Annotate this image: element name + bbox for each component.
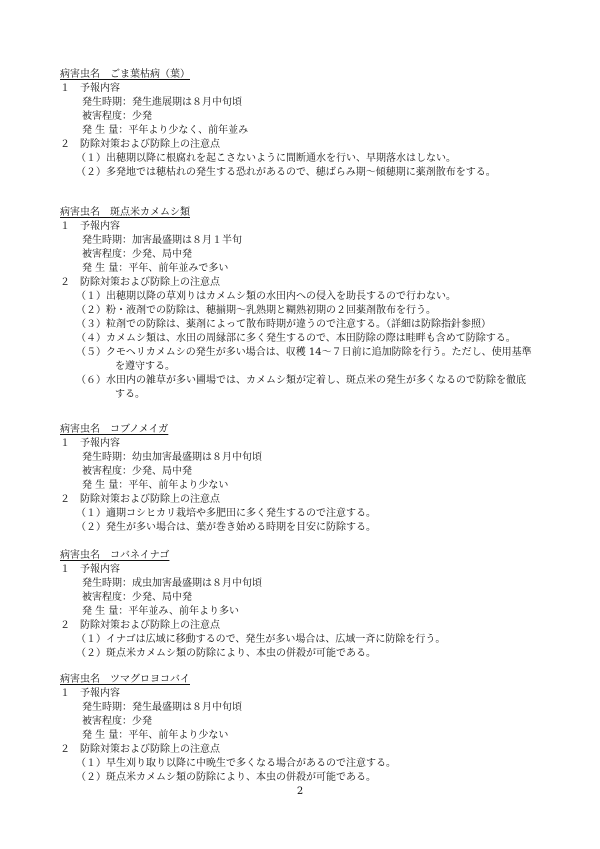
- measure-item-continued: を遵守する。: [115, 361, 175, 372]
- forecast-item: 被害程度：少発、局中発: [82, 466, 192, 477]
- forecast-item: 発生時期：加害最盛期は８月１半旬: [82, 235, 242, 246]
- forecast-item: 発 生 量：平年、前年より少ない: [82, 730, 229, 741]
- forecast-item: 発生時期：発生最盛期は８月中旬頃: [82, 702, 242, 713]
- forecast-heading: １ 予報内容: [60, 564, 120, 575]
- measures-heading: ２ 防除対策および防除上の注意点: [60, 139, 220, 150]
- section-title: 病害虫名 コブノメイガ: [60, 424, 169, 435]
- section-title: 病害虫名 コバネイナゴ: [60, 550, 170, 561]
- measures-heading: ２ 防除対策および防除上の注意点: [60, 744, 220, 755]
- measure-item: （１）早生刈り取り以降に中晩生で多くなる場合があるので注意する。: [76, 758, 396, 769]
- measure-item: （２）発生が多い場合は、葉が巻き始める時期を目安に防除する。: [76, 522, 376, 533]
- measure-item: （１）適期コシヒカリ栽培や多肥田に多く発生するので注意する。: [76, 508, 376, 519]
- measure-item: （２）多発地では穂枯れの発生する恐れがあるので、穂ばらみ期～傾穂期に薬剤散布をする。: [76, 167, 496, 178]
- measure-item: （１）イナゴは広域に移動するので、発生が多い場合は、広域一斉に防除を行う。: [76, 634, 446, 645]
- forecast-item: 発生時期：成虫加害最盛期は８月中旬頃: [82, 578, 262, 589]
- forecast-item: 被害程度：少発、局中発: [82, 592, 192, 603]
- forecast-item: 被害程度：少発: [82, 716, 152, 727]
- section-title: 病害虫名 ごま葉枯病（葉）: [60, 69, 190, 80]
- forecast-heading: １ 予報内容: [60, 438, 120, 449]
- forecast-item: 発 生 量：平年、前年並みで多い: [82, 263, 229, 274]
- measure-item: （２）斑点米カメムシ類の防除により、本虫の併殺が可能である。: [76, 772, 376, 783]
- forecast-item: 発 生 量：平年より少なく、前年並み: [82, 125, 249, 136]
- measure-item: （１）出穂期以降の草刈りはカメムシ類の水田内への侵入を助長するので行わない。: [76, 291, 456, 302]
- forecast-heading: １ 予報内容: [60, 221, 120, 232]
- measure-item: （５）クモヘリカメムシの発生が多い場合は、収穫 14～７日前に追加防除を行う。ただし、使用基準: [76, 347, 532, 358]
- forecast-item: 発 生 量：平年並み、前年より多い: [82, 606, 239, 617]
- page-number: 2: [296, 786, 304, 797]
- forecast-heading: １ 予報内容: [60, 688, 120, 699]
- forecast-item: 発生時期：発生進展期は８月中旬頃: [82, 97, 242, 108]
- measure-item-continued: する。: [115, 389, 145, 400]
- measures-heading: ２ 防除対策および防除上の注意点: [60, 494, 220, 505]
- measure-item: （２）斑点米カメムシ類の防除により、本虫の併殺が可能である。: [76, 648, 376, 659]
- forecast-item: 被害程度：少発、局中発: [82, 249, 192, 260]
- forecast-item: 被害程度：少発: [82, 111, 152, 122]
- measure-item: （１）出穂期以降に根腐れを起こさないように間断通水を行い、早期落水はしない。: [76, 153, 456, 164]
- forecast-heading: １ 予報内容: [60, 83, 120, 94]
- measure-item: （３）粒剤での防除は、薬剤によって散布時期が違うので注意する。（詳細は防除指針参照）: [76, 319, 491, 330]
- forecast-item: 発生時期：幼虫加害最盛期は８月中旬頃: [82, 452, 262, 463]
- section-title: 病害虫名 ツマグロヨコバイ: [60, 674, 190, 685]
- section-title: 病害虫名 斑点米カメムシ類: [60, 207, 190, 218]
- forecast-item: 発 生 量：平年、前年より少ない: [82, 480, 229, 491]
- measures-heading: ２ 防除対策および防除上の注意点: [60, 620, 220, 631]
- measure-item: （４）カメムシ類は、水田の周縁部に多く発生するので、本田防除の際は畦畔も含めて防除する。: [76, 333, 516, 344]
- measures-heading: ２ 防除対策および防除上の注意点: [60, 277, 220, 288]
- measure-item: （６）水田内の雑草が多い圃場では、カメムシ類が定着し、斑点米の発生が多くなるので防除を徹底: [76, 375, 526, 386]
- measure-item: （２）粉・液剤での防除は、穂揃期～乳熟期と糊熟初期の２回薬剤散布を行う。: [76, 305, 436, 316]
